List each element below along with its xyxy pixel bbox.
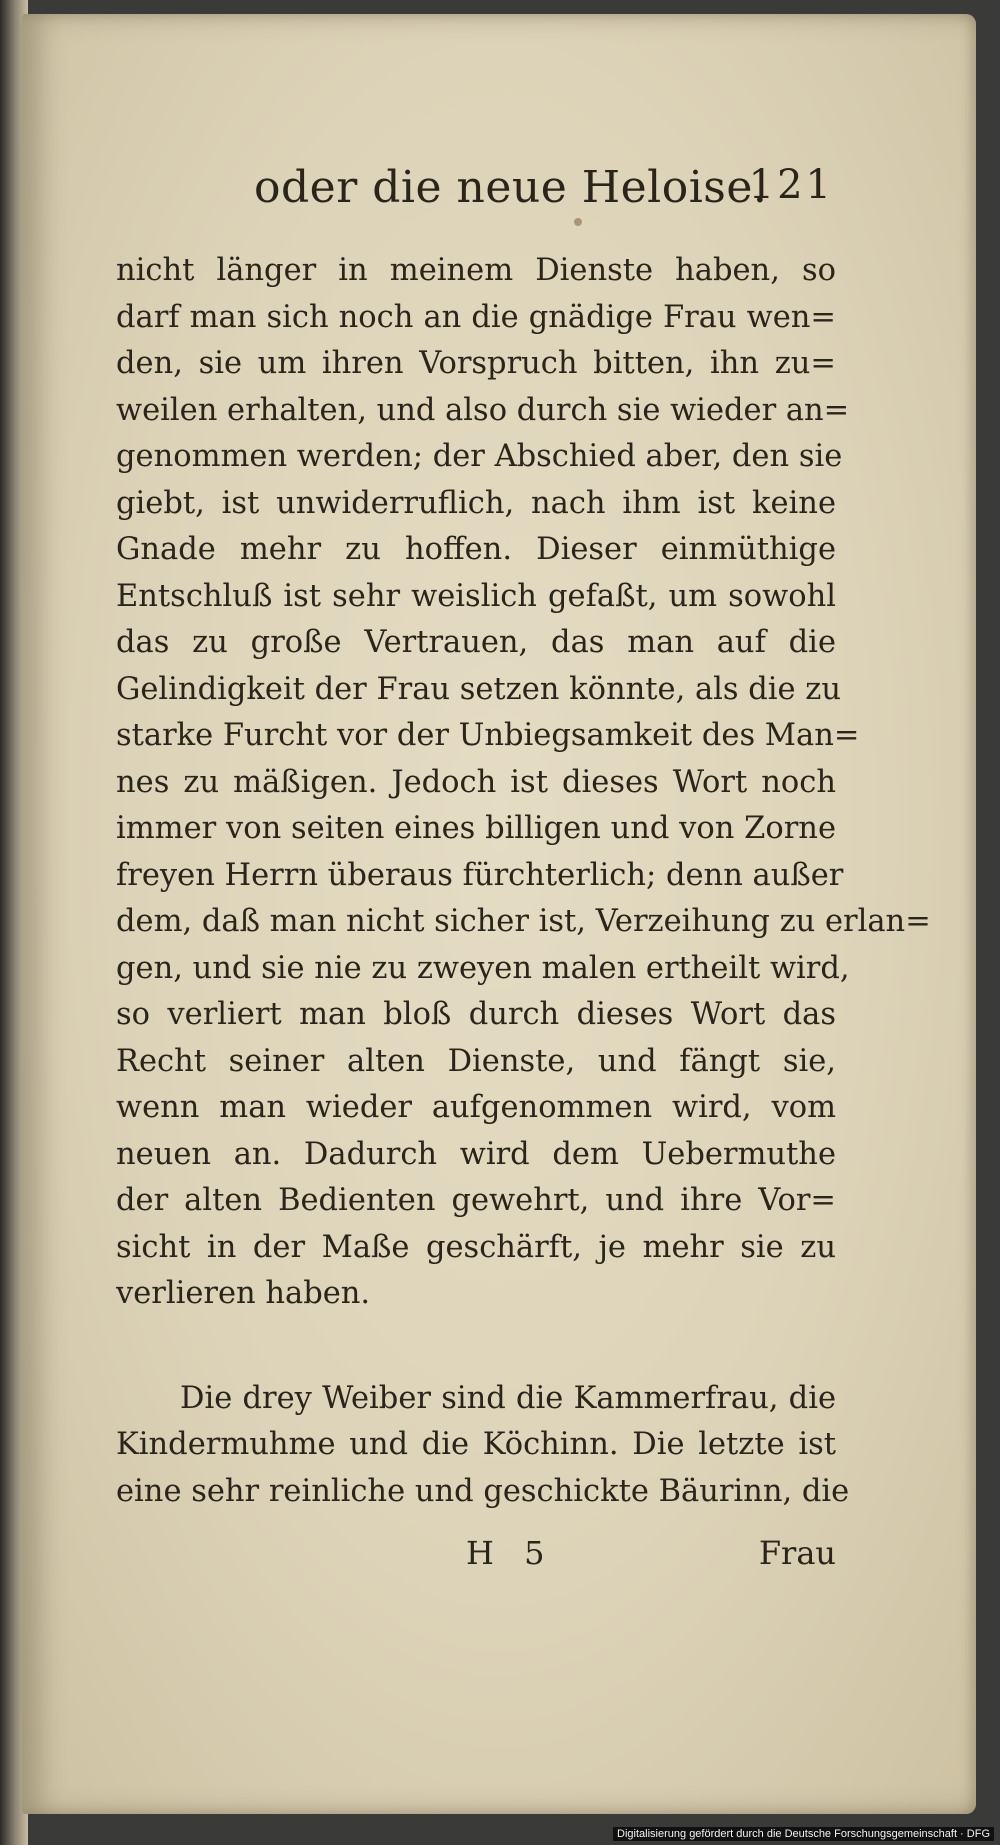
book-page [22, 14, 976, 1814]
text-line: darf man sich noch an die gnädige Frau wen= [116, 299, 836, 335]
text-line: Recht seiner alten Dienste, und fängt sie, [116, 1043, 836, 1079]
text-line: eine sehr reinliche und geschickte Bäurinn, die [116, 1473, 850, 1509]
text-line: wenn man wieder aufgenommen wird, vom [116, 1090, 836, 1125]
text-line: gen, und sie nie zu zweyen malen ertheilt wird, [116, 950, 850, 986]
paragraph-gap [116, 1318, 836, 1376]
text-line: Kindermuhme und die Köchinn. Die letzte ist [116, 1427, 836, 1462]
page-footer [116, 1534, 836, 1584]
digitization-credit: Digitalisierung gefördert durch die Deutsche Forschungsgemeinschaft · DFG [613, 1827, 994, 1841]
page-number: 121 [748, 162, 834, 208]
catchword: Frau [758, 1534, 836, 1572]
text-line: genommen werden; der Abschied aber, den sie [116, 439, 843, 474]
bleed-through-margin [26, 234, 40, 1134]
text-line: nes zu mäßigen. Jedoch ist dieses Wort noch [116, 764, 836, 800]
text-line: weilen erhalten, und also durch sie wieder an= [116, 392, 850, 428]
running-title: oder die neue Heloise. [254, 162, 768, 213]
text-line: der alten Bedienten gewehrt, und ihre Vor= [116, 1183, 836, 1218]
text-line: so verliert man bloß durch dieses Wort das [116, 997, 836, 1032]
text-line: das zu große Vertrauen, das man auf die [116, 625, 836, 660]
text-line: Die drey Weiber sind die Kammerfrau, die [180, 1380, 836, 1416]
text-line: starke Furcht vor der Unbiegsamkeit des Man= [116, 718, 860, 753]
page-header [254, 162, 834, 222]
text-line: nicht länger in meinem Dienste haben, so [116, 253, 836, 288]
text-line: verlieren haben. [116, 1276, 371, 1311]
body-text [116, 248, 931, 1515]
text-line: Gelindigkeit der Frau setzen könnte, als die zu [116, 671, 841, 707]
text-line: giebt, ist unwiderruflich, nach ihm ist keine [116, 485, 836, 521]
text-line: neuen an. Dadurch wird dem Uebermuthe [116, 1136, 836, 1172]
text-line: freyen Herrn überaus fürchterlich; denn außer [116, 857, 844, 893]
text-line: Entschluß ist sehr weislich gefaßt, um sowohl [116, 578, 836, 614]
text-line: Gnade mehr zu hoffen. Dieser einmüthige [116, 532, 836, 567]
text-line: immer von seiten eines billigen und von Zorne [116, 811, 836, 846]
text-line: dem, daß man nicht sicher ist, Verzeihung zu erlan= [116, 904, 931, 939]
text-line: den, sie um ihren Vorspruch bitten, ihn zu= [116, 346, 836, 381]
text-line: sicht in der Maße geschärft, je mehr sie zu [116, 1229, 836, 1265]
printer-signature: H 5 [466, 1534, 555, 1572]
